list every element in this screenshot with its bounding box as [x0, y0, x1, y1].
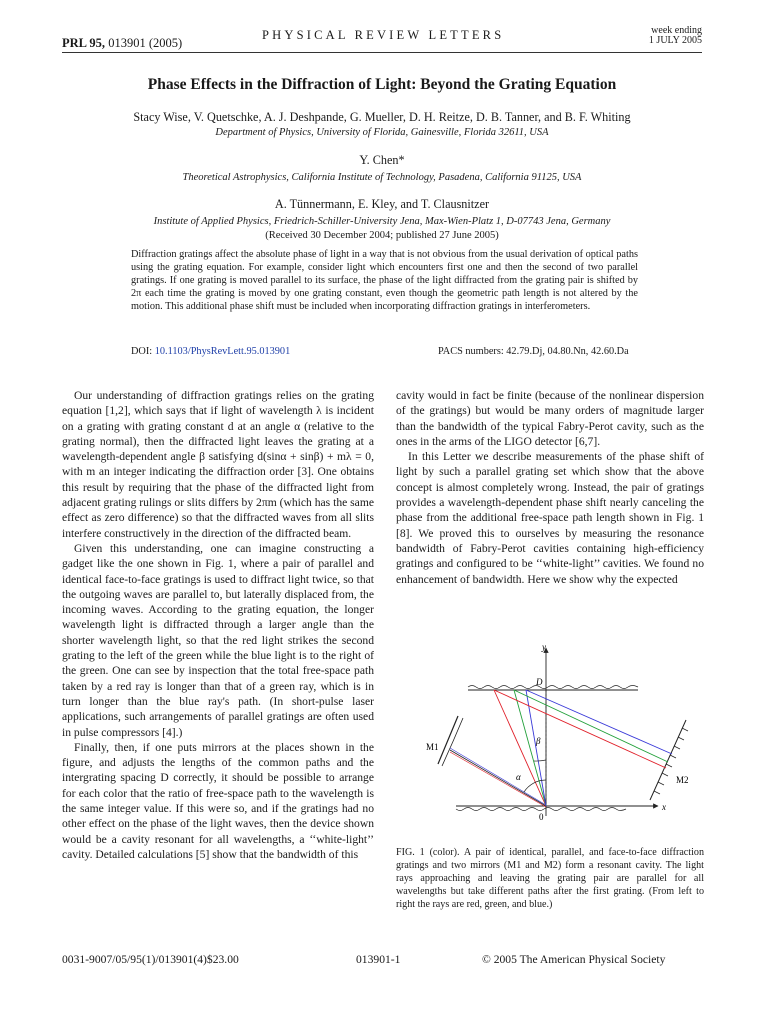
affiliation-2: Theoretical Astrophysics, California Institute of Technology, Pasadena, California 91125, USA — [182, 172, 582, 183]
journal-reference: PRL 95, 013901 (2005) — [62, 36, 183, 50]
mirror-m1 — [438, 716, 458, 764]
copyright: © 2005 The American Physical Society — [482, 953, 666, 966]
paragraph: Our understanding of diffraction gratings relies on the grating equation [1,2], which says that if light of wavelength λ is incident on a grating with grating constant d at an angle α (relative to the grating normal), then the diffracted light leaves the grating at a wavelength-dependent angle β satisfying d(sinα + sinβ) + mλ = 0, with m an integer indicating the diffraction order [3]. One obtains this result by requiring that the phase of the diffracted light from adjacent grating rulings or slits differs by 2πm (which has the same effect as zero difference) so that the diffracted waves from all slits interfere constructively in the direction of the diffracted beam. — [62, 389, 374, 540]
doi-link[interactable]: 10.1103/PhysRevLett.95.013901 — [154, 346, 291, 357]
paragraph: Finally, then, if one puts mirrors at the places shown in the figure, and adjusts the lengths of the common paths and the intergrating spacing D correctly, it should be possible to arrange for each color that the ratio of free-space path to the wavelength is the same integer value. If this were so, and if the gratings had no other effect on the phase of the light waves, then the device shown would be a cavity resonant for all wavelengths, a ‘‘white-light’’ cavity. Detailed calculations [5] show that the bandwidth of this — [62, 740, 374, 861]
page-number: 013901-1 — [356, 953, 401, 966]
beta-arc — [534, 760, 546, 761]
mirror-m2 — [650, 720, 686, 800]
figure-caption: FIG. 1 (color). A pair of identical, parallel, and face-to-face diffraction gratings and two mirrors (M1 and M2) form a resonant cavity. The light rays approaching and leaving the grating pair are parallel for all wavelengths but take different paths after the first grating. (From left to right the rays are red, green, and blue.) — [396, 847, 704, 910]
ray-red — [494, 690, 546, 806]
week-ending: week ending 1 JULY 2005 — [648, 25, 702, 46]
m1-label: M1 — [426, 742, 439, 752]
top-grating-ruling — [468, 686, 638, 689]
body-column-left — [62, 388, 374, 862]
paper-title: Phase Effects in the Diffraction of Light: Beyond the Grating Equation — [147, 76, 617, 93]
spacing-label: D — [536, 677, 543, 687]
ray-red-out — [494, 690, 666, 768]
ray-blue-out — [526, 690, 672, 754]
bottom-grating-ruling — [456, 808, 626, 811]
author-list-2: Y. Chen* — [359, 153, 405, 167]
paragraph: Given this understanding, one can imagine constructing a gadget like the one shown in Fig. 1, where a pair of parallel and identical face-to-face gratings is used to diffract light twice, so that the outgoing waves are parallel to, but laterally displaced from, the incoming waves. According to the grating equation, the longer wavelength light is diffracted through a larger angle than the shorter wavelength light, so that the red light strikes the second grating to the left of the green while the blue light is to the right of the green. One can see by inspection that the total free-space path taken by a red ray is longer than that of a green ray, which is in turn longer than the blue ray's path. (In short-pulse laser applications, such arrangements of parallel gratings are often used in pulse compressors [4].) — [62, 541, 374, 739]
author-list-1: Stacy Wise, V. Quetschke, A. J. Deshpande, G. Mueller, D. H. Reitze, D. B. Tanner, and B. F. Whiting — [133, 110, 631, 124]
affiliation-1: Department of Physics, University of Florida, Gainesville, Florida 32611, USA — [215, 127, 549, 138]
ray-blue — [526, 690, 546, 806]
mirror-m1-back — [442, 718, 463, 766]
paragraph: cavity would in fact be finite (because of the nonlinear dispersion of the gratings) but would be many orders of magnitude larger than the bandwidth of the typical Fabry-Perot cavity, such as the ones in the arms of the LIGO detector [6,7]. — [396, 389, 704, 448]
incoming-ray — [450, 750, 546, 806]
ray-green-out — [514, 690, 668, 762]
paragraph: In this Letter we describe measurements of the phase shift of light by such a parallel grating set which show that the above concept is almost completely wrong. Instead, the pair of gratings provides a wavelength-dependent phase shift nearly canceling the phase from the additional free-space path length shown in Fig. 1 [8]. We proved this to ourselves by measuring the resonance bandwidth of Fabry-Perot cavities containing high-efficiency gratings and configured to be ‘‘white-light’’ cavities. We found no enhancement of bandwidth. Here we show why the expected — [396, 450, 704, 586]
beta-label: β — [536, 736, 541, 746]
doi: DOI: 10.1103/PhysRevLett.95.013901 — [131, 346, 291, 357]
figure-grating-diagram — [396, 640, 706, 840]
footer-code: 0031-9007/05/95(1)/013901(4)$23.00 — [62, 953, 239, 966]
received-dates: (Received 30 December 2004; published 27 June 2005) — [265, 230, 499, 241]
incoming-ray-red — [450, 752, 546, 807]
x-axis-label: x — [662, 802, 666, 812]
author-list-3: A. Tünnermann, E. Kley, and T. Clausnitzer — [274, 197, 490, 211]
origin-label: 0 — [539, 812, 544, 822]
body-column-right — [396, 388, 704, 587]
y-axis-label: y — [542, 642, 546, 652]
abstract: Diffraction gratings affect the absolute phase of light in a way that is not obvious from the usual derivation of optical paths using the grating equation. For example, consider light which encounters first one and then the second of two parallel gratings. If one grating is moved parallel to its surface, the phase of the light diffracted from the grating pair is shifted by 2π each time the grating is moved by one grating constant, even though the geometric path length is not altered by the motion. This additional phase shift must be included when incorporating diffraction gratings in interferometers. — [131, 249, 638, 313]
affiliation-3: Institute of Applied Physics, Friedrich-Schiller-University Jena, Max-Wien-Platz 1, D-07743 Jena, Germany — [153, 216, 611, 227]
pacs-numbers: PACS numbers: 42.79.Dj, 04.80.Nn, 42.60.Da — [438, 346, 629, 357]
journal-name: PHYSICAL REVIEW LETTERS — [262, 28, 505, 42]
header-rule — [62, 52, 702, 53]
alpha-label: α — [516, 772, 521, 782]
m2-label: M2 — [676, 775, 689, 785]
incoming-ray-blue — [450, 748, 546, 805]
